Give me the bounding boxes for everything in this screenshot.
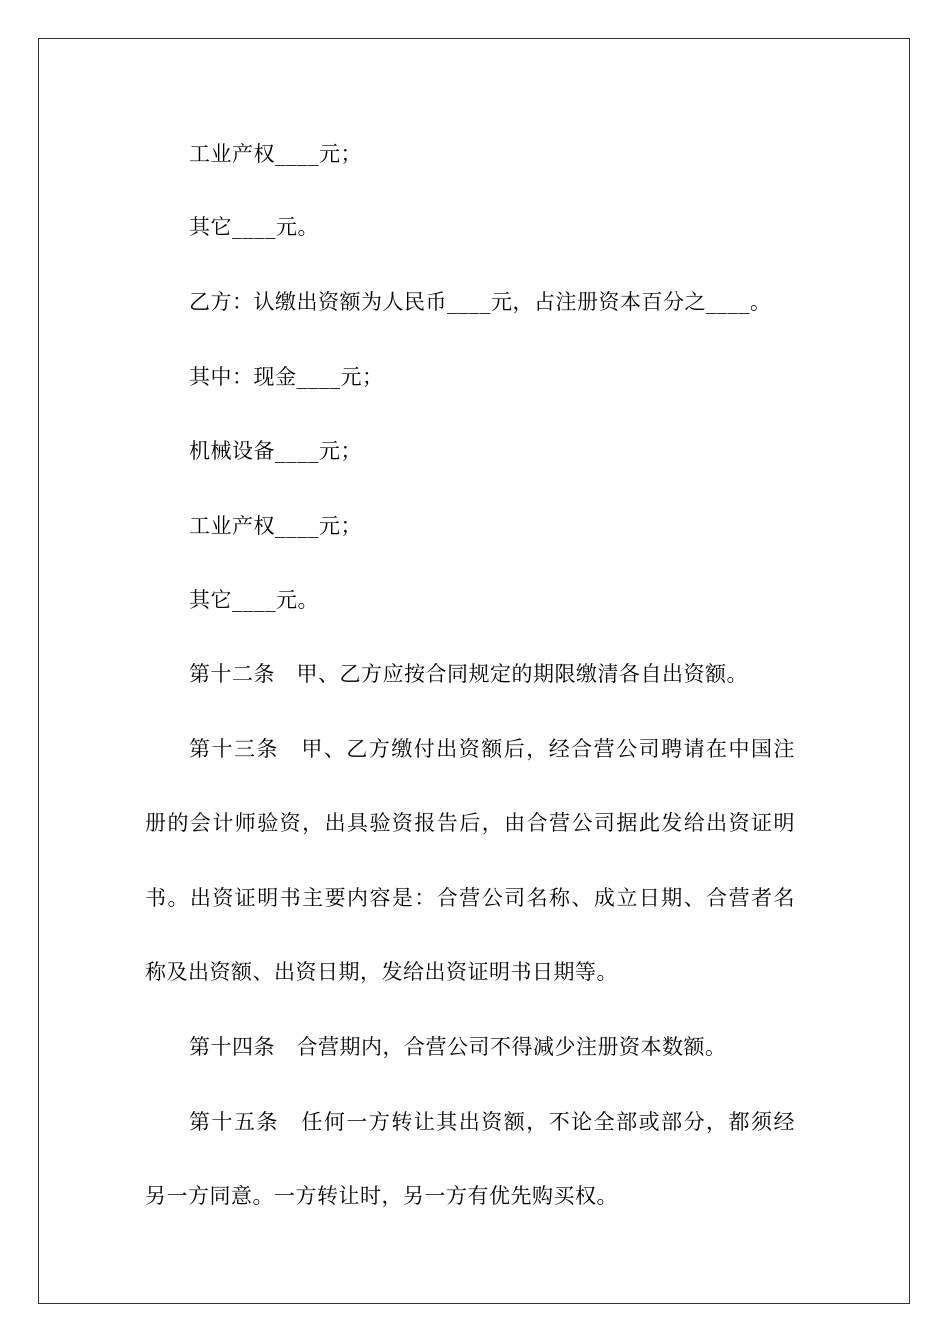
paragraph-line-3: 乙方：认缴出资额为人民币____元，占注册资本百分之____。 <box>189 290 772 314</box>
paragraph-line-6: 工业产权____元； <box>189 514 362 538</box>
article-13-line-1: 第十三条 甲、乙方缴付出资额后，经合营公司聘请在中国注 <box>189 737 795 761</box>
article-13-line-2: 册的会计师验资，出具验资报告后，由合营公司据此发给出资证明 <box>145 811 795 835</box>
article-13-line-4: 称及出资额、出资日期，发给出资证明书日期等。 <box>145 960 618 984</box>
article-15-line-1: 第十五条 任何一方转让其出资额，不论全部或部分，都须经 <box>189 1110 795 1134</box>
article-12: 第十二条 甲、乙方应按合同规定的期限缴清各自出资额。 <box>189 662 748 686</box>
paragraph-line-5: 机械设备____元； <box>189 439 362 463</box>
article-15-line-2: 另一方同意。一方转让时，另一方有优先购买权。 <box>145 1184 618 1208</box>
paragraph-line-7: 其它____元。 <box>189 588 319 612</box>
article-13-line-3: 书。出资证明书主要内容是：合营公司名称、成立日期、合营者名 <box>145 886 795 910</box>
article-14: 第十四条 合营期内，合营公司不得减少注册资本数额。 <box>189 1035 727 1059</box>
paragraph-line-2: 其它____元。 <box>189 215 319 239</box>
paragraph-line-1: 工业产权____元； <box>189 142 362 166</box>
paragraph-line-4: 其中：现金____元； <box>189 365 384 389</box>
